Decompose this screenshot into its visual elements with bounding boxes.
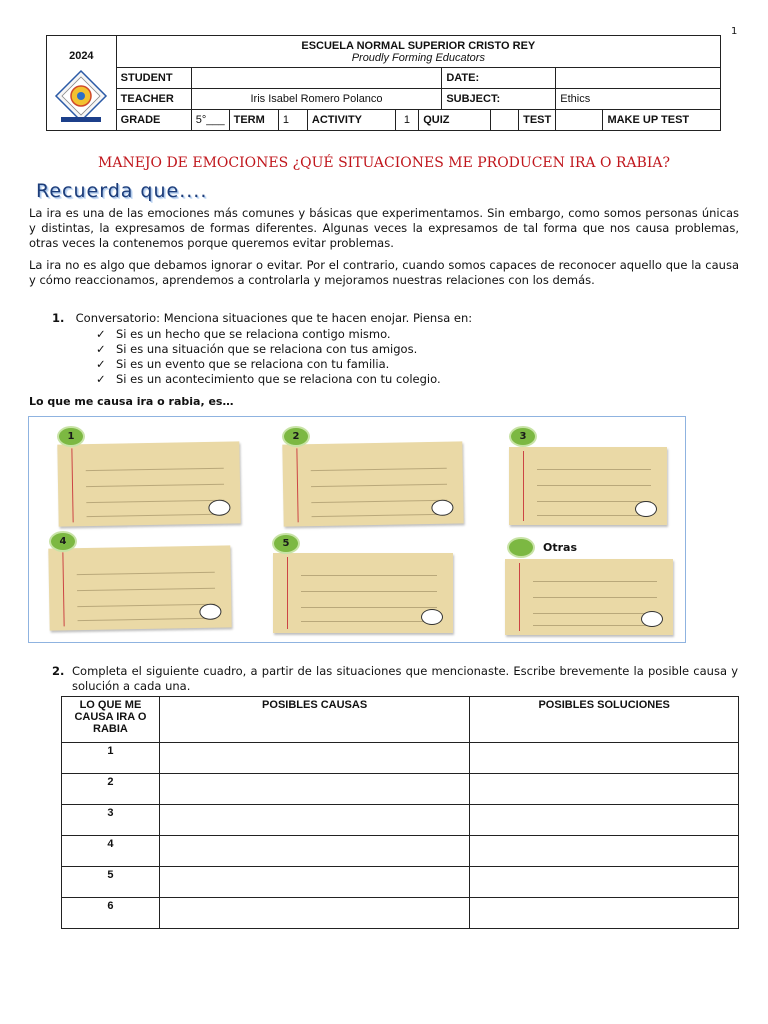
row-number: 3	[62, 805, 160, 836]
table-header-posibles-causas: POSIBLES CAUSAS	[159, 697, 469, 743]
test-label: TEST	[519, 110, 556, 131]
table-header-cause: LO QUE ME CAUSA IRA O RABIA	[62, 697, 160, 743]
grade-label: GRADE	[116, 110, 191, 131]
checklist-item: ✓ Si es un evento que se relaciona con tu familia.	[96, 357, 390, 371]
date-label: DATE:	[442, 68, 556, 89]
cause-cell[interactable]	[159, 774, 469, 805]
solution-cell[interactable]	[470, 898, 739, 929]
badge-2: 2	[282, 426, 310, 447]
makeup-test-label: MAKE UP TEST	[603, 110, 721, 131]
test-field[interactable]	[556, 110, 603, 131]
row-number: 1	[62, 743, 160, 774]
badge-4: 4	[49, 531, 77, 552]
quiz-field[interactable]	[490, 110, 519, 131]
checklist-item: ✓ Si es un hecho que se relaciona contigo mismo.	[96, 327, 391, 341]
lo-que-label: Lo que me causa ira o rabia, es…	[29, 395, 234, 408]
cause-cell[interactable]	[159, 867, 469, 898]
student-label: STUDENT	[116, 68, 191, 89]
note-card-3[interactable]	[509, 447, 667, 525]
table-row	[62, 867, 739, 898]
note-circle-1[interactable]	[208, 500, 230, 516]
subject-label: SUBJECT:	[442, 89, 556, 110]
table-row	[62, 898, 739, 929]
activity-value: 1	[395, 110, 418, 131]
term-label: TERM	[229, 110, 278, 131]
row-number: 4	[62, 836, 160, 867]
checklist-item: ✓ Si es un acontecimiento que se relaciona con tu colegio.	[96, 372, 441, 386]
term-value: 1	[278, 110, 307, 131]
note-card-5[interactable]	[273, 553, 453, 633]
page-number: 1	[731, 26, 738, 37]
teacher-label: TEACHER	[116, 89, 191, 110]
cause-cell[interactable]	[159, 898, 469, 929]
quiz-label: QUIZ	[419, 110, 490, 131]
row-number: 5	[62, 867, 160, 898]
solution-cell[interactable]	[470, 805, 739, 836]
check-icon: ✓	[96, 372, 106, 386]
note-circle-otras[interactable]	[641, 611, 663, 627]
table-row	[62, 836, 739, 867]
check-icon: ✓	[96, 357, 106, 371]
note-card-1[interactable]	[57, 441, 240, 526]
cause-cell[interactable]	[159, 805, 469, 836]
subject-value: Ethics	[556, 89, 721, 110]
note-circle-2[interactable]	[431, 500, 453, 516]
item-2-text: Completa el siguiente cuadro, a partir de las situaciones que mencionaste. Escribe brevemente la posible causa y solución a cada una.	[72, 664, 738, 693]
item-1-number: 1.	[52, 311, 65, 325]
note-circle-4[interactable]	[199, 604, 221, 620]
badge-otras	[507, 537, 535, 558]
badge-1: 1	[57, 426, 85, 447]
solution-cell[interactable]	[470, 774, 739, 805]
school-name: ESCUELA NORMAL SUPERIOR CRISTO REY	[301, 39, 536, 52]
paragraph-1: La ira es una de las emociones más comunes y básicas que experimentamos. Sin embargo, como somos personas únicas y distintas, la expresamos de formas diferentes. Algunas veces la expresamos de tal forma que nos causa problemas, otras veces la contenemos porque queremos evitar problemas.	[29, 206, 739, 250]
solution-cell[interactable]	[470, 836, 739, 867]
otras-label: Otras	[543, 541, 578, 554]
grade-value: 5°___	[191, 110, 229, 131]
student-field[interactable]	[191, 68, 442, 89]
activity-label: ACTIVITY	[307, 110, 395, 131]
date-field[interactable]	[556, 68, 721, 89]
badge-5: 5	[272, 533, 300, 554]
note-card-otras[interactable]	[505, 559, 673, 635]
paragraph-2: La ira no es algo que debamos ignorar o evitar. Por el contrario, cuando somos capaces de reconocer aquello que la causa y cómo reaccionamos, aprendemos a controlarla y mejoramos nuestras relaciones con los demás.	[29, 258, 739, 287]
row-number: 6	[62, 898, 160, 929]
note-circle-3[interactable]	[635, 501, 657, 517]
item-1-text: Conversatorio: Menciona situaciones que te hacen enojar. Piensa en:	[75, 311, 473, 325]
item-1	[52, 311, 472, 325]
table-row	[62, 774, 739, 805]
item-2	[52, 664, 738, 694]
year: 2024	[69, 50, 94, 62]
solution-cell[interactable]	[470, 743, 739, 774]
checklist	[96, 327, 441, 387]
school-seal-logo	[53, 68, 109, 124]
item-2-number: 2.	[52, 664, 65, 678]
check-icon: ✓	[96, 342, 106, 356]
table-header-posibles-soluciones: POSIBLES SOLUCIONES	[470, 697, 739, 743]
solution-cell[interactable]	[470, 867, 739, 898]
recuerda-heading: Recuerda que....	[36, 180, 208, 202]
note-card-4[interactable]	[48, 545, 231, 630]
page-title: MANEJO DE EMOCIONES ¿QUÉ SITUACIONES ME PRODUCEN IRA O RABIA?	[98, 155, 670, 171]
row-number: 2	[62, 774, 160, 805]
note-circle-5[interactable]	[421, 609, 443, 625]
table-row	[62, 743, 739, 774]
cause-cell[interactable]	[159, 836, 469, 867]
check-icon: ✓	[96, 327, 106, 341]
school-motto: Proudly Forming Educators	[351, 51, 485, 64]
sticky-notes-panel	[28, 416, 686, 643]
table-row	[62, 805, 739, 836]
logo-cell	[47, 36, 117, 131]
header-table	[46, 35, 721, 131]
checklist-item: ✓ Si es una situación que se relaciona con tus amigos.	[96, 342, 418, 356]
causes-solutions-table	[61, 696, 739, 929]
badge-3: 3	[509, 426, 537, 447]
cause-cell[interactable]	[159, 743, 469, 774]
teacher-value: Iris Isabel Romero Polanco	[191, 89, 442, 110]
note-card-2[interactable]	[282, 441, 463, 526]
